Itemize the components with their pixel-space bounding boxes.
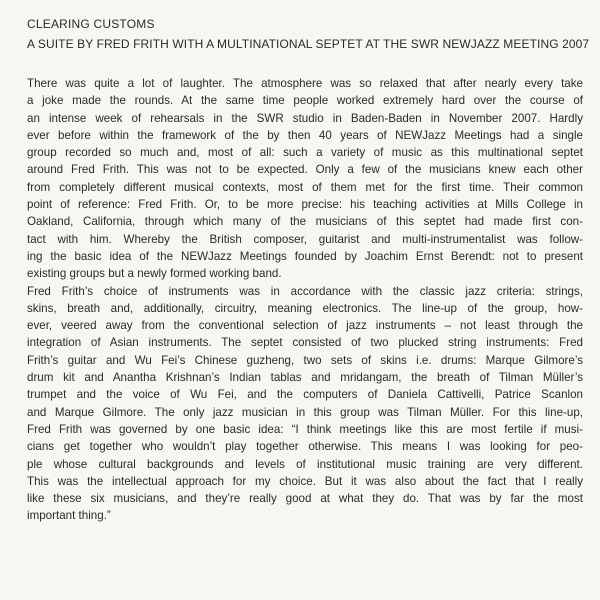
text-line: an intense week of rehearsals in the SWR studio in Baden-Baden in November 2007. Hardly [27,111,583,125]
page-title: CLEARING CUSTOMS [27,17,155,31]
text-line: point of reference: Fred Frith. Or, to be more precise: his teaching activities at Mills College in [27,198,583,212]
article-body [27,75,583,525]
page-subtitle: A SUITE BY FRED FRITH WITH A MULTINATIONAL SEPTET AT THE SWR NEWJAZZ MEETING 2007 [27,37,590,51]
text-line: ple whose cultural backgrounds and levels of institutional music training are very different. [27,457,583,471]
text-line: around Fred Frith. This was not to be expected. Only a few of the musicians knew each other [27,163,583,177]
text-line: group recorded so much and, most of all: such a variety of music as this multinational septet [27,146,583,160]
text-line: tact with him. Whereby the British composer, guitarist and multi-instrumentalist was follow- [27,232,583,246]
text-line: Fred Frith’s choice of instruments was in accordance with the classic jazz criteria: strings, [27,284,583,298]
text-line: ing the basic idea of the NEWJazz Meetings founded by Joachim Ernst Berendt: not to present [27,249,583,263]
text-line: Fred Frith was governed by one basic idea: “I think meetings like this are most fertile if musi- [27,422,583,436]
text-line: Oakland, California, through which many of the musicians of this septet had made first con- [27,215,583,229]
text-line: ever before within the framework of the by then 40 years of NEWJazz Meetings had a single [27,128,583,142]
text-line: skins, breath and, additionally, circuitry, meaning electronics. The line-up of the group, how- [27,301,583,315]
text-line: trumpet and the voice of Wu Fei, and the computers of Daniela Cattivelli, Patrice Scanlon [27,388,583,402]
text-line: There was quite a lot of laughter. The atmosphere was so relaxed that after nearly every take [27,77,583,90]
document-page [27,16,590,525]
paragraph-2 [27,283,583,525]
text-line: from completely different musical contexts, most of them met for the first time. Their common [27,180,583,194]
text-line: a joke made the rounds. At the same time people worked extremely hard over the course of [27,94,583,108]
text-line: cians get together who wouldn’t play together otherwise. This means I was looking for peo- [27,440,583,454]
text-line: Frith’s guitar and Wu Fei’s Chinese guzheng, two sets of skins i.e. drums: Marque Gilmore’s [27,353,583,367]
text-line: important thing.” [27,509,111,523]
text-line: like these six musicians, and they’re really good at what they do. That was by far the most [27,492,583,506]
text-line: existing groups but a newly formed working band. [27,267,282,281]
text-line: ever, veered away from the conventional selection of jazz instruments – not least through the [27,319,583,333]
paragraph-1 [27,75,583,283]
text-line: drum kit and Anantha Krishnan’s Indian tablas and mridangam, the breath of Tilman Müller’s [27,371,583,385]
text-line: This was the intellectual approach for my choice. But it was also about the fact that I really [27,474,583,488]
text-line: integration of Asian instruments. The septet consisted of two plucked string instruments: Fred [27,336,583,350]
text-line: and Marque Gilmore. The only jazz musician in this group was Tilman Müller. For this line-up, [27,405,583,419]
